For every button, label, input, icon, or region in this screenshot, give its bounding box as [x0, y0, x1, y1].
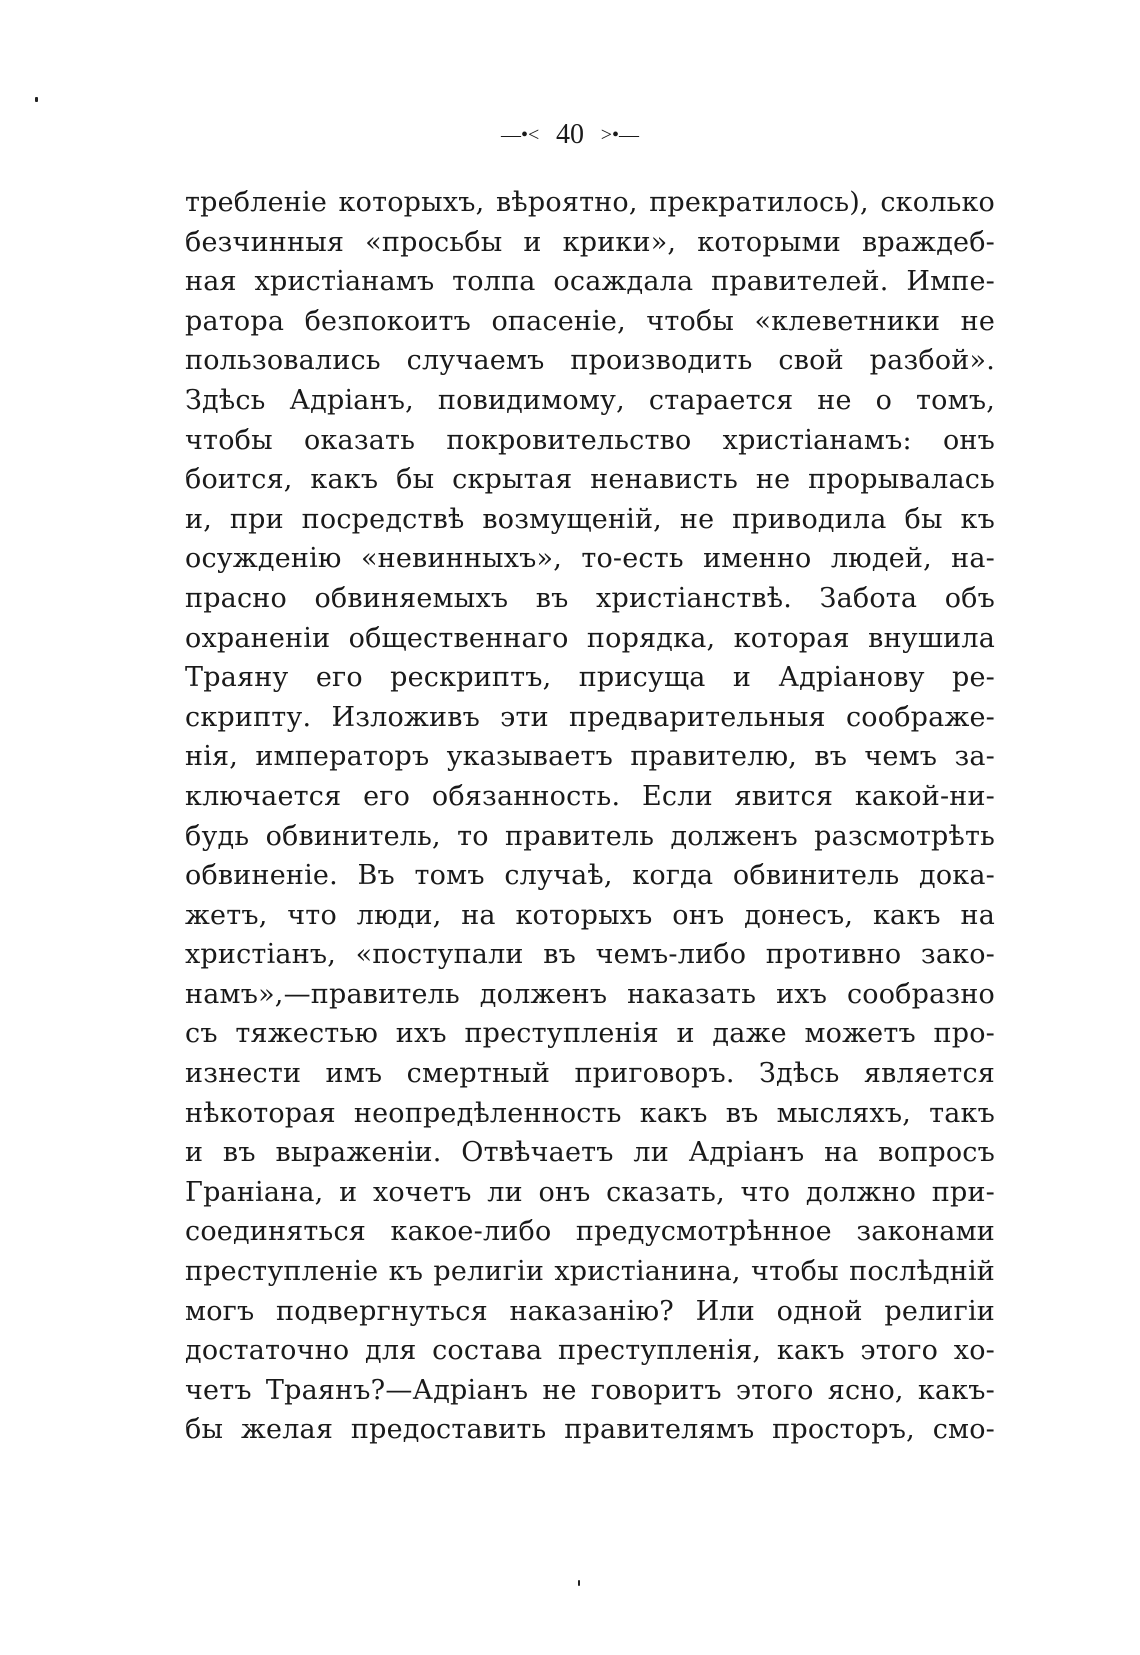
text-line: безчинныя «просьбы и крики», которыми враждеб-	[185, 226, 995, 258]
text-line: ная христіанамъ толпа осаждала правителей. Импе-	[185, 266, 995, 298]
text-line: достаточно для состава преступленія, какъ этого хо-	[185, 1335, 995, 1367]
text-line: Здѣсь Адріанъ, повидимому, старается не о томъ,	[185, 384, 995, 416]
text-line: ключается его обязанность. Если явится какой-ни-	[185, 780, 995, 812]
body-text	[185, 183, 995, 1450]
text-line: чтобы оказать покровительство христіанамъ: онъ	[185, 424, 995, 456]
text-line: могъ подвергнуться наказанію? Или одной религіи	[185, 1295, 995, 1327]
text-line: будь обвинитель, то правитель долженъ разсмотрѣть	[185, 820, 995, 852]
text-line: съ тяжестью ихъ преступленія и даже можетъ про-	[185, 1018, 995, 1050]
text-line: и, при посредствѣ возмущеній, не приводила бы къ	[185, 503, 995, 535]
text-line: нѣкоторая неопредѣленность какъ въ мысляхъ, такъ	[185, 1097, 995, 1129]
text-line: нія, императоръ указываетъ правителю, въ чемъ за-	[185, 741, 995, 773]
page-number: 40	[556, 118, 584, 150]
text-line: боится, какъ бы скрытая ненависть не прорывалась	[185, 464, 995, 496]
text-line: Траяну его рескриптъ, присуща и Адріанову ре-	[185, 662, 995, 694]
print-speck	[35, 97, 38, 102]
text-line: соединяться какое-либо предусмотрѣнное законами	[185, 1216, 995, 1248]
text-line: ратора безпокоитъ опасеніе, чтобы «клеветники не	[185, 305, 995, 337]
text-line: пользовались случаемъ производить свой разбой».	[185, 345, 995, 377]
header-ornament-right: >•—	[600, 123, 640, 146]
text-line: четъ Траянъ?—Адріанъ не говоритъ этого ясно, какъ-	[185, 1374, 995, 1406]
text-line: жетъ, что люди, на которыхъ онъ донесъ, какъ на	[185, 899, 995, 931]
text-line: прасно обвиняемыхъ въ христіанствѣ. Забота объ	[185, 582, 995, 614]
text-line: намъ»,—правитель долженъ наказать ихъ сообразно	[185, 978, 995, 1010]
print-speck	[578, 1580, 580, 1586]
text-line: преступленіе къ религіи христіанина, чтобы послѣдній	[185, 1256, 995, 1288]
text-line: Граніана, и хочетъ ли онъ сказать, что должно при-	[185, 1176, 995, 1208]
page-header	[0, 112, 1140, 155]
text-line: изнести имъ смертный приговоръ. Здѣсь является	[185, 1058, 995, 1090]
text-line: осужденію «невинныхъ», то-есть именно людей, на-	[185, 543, 995, 575]
text-line: бы желая предоставить правителямъ просторъ, смо-	[185, 1414, 995, 1446]
text-line: скрипту. Изложивъ эти предварительныя соображе-	[185, 701, 995, 733]
text-line: обвиненіе. Въ томъ случаѣ, когда обвинитель дока-	[185, 860, 995, 892]
header-ornament-left: —•<	[500, 123, 540, 146]
text-line: христіанъ, «поступали въ чемъ-либо противно зако-	[185, 939, 995, 971]
text-line: охраненіи общественнаго порядка, которая внушила	[185, 622, 995, 654]
text-line: и въ выраженіи. Отвѣчаетъ ли Адріанъ на вопросъ	[185, 1137, 995, 1169]
text-line: требленіе которыхъ, вѣроятно, прекратилось), сколько	[185, 187, 995, 218]
